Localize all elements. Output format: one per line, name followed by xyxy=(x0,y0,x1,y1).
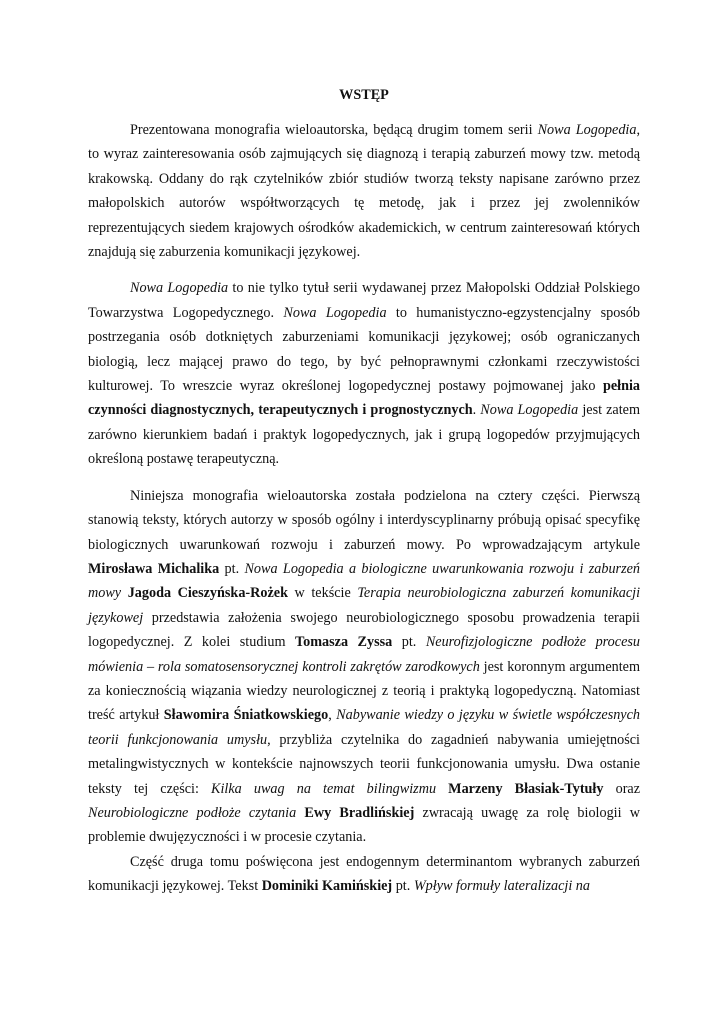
series-title-italic: Nowa Logopedia xyxy=(537,122,637,138)
article-title: Wpływ formuły lateralizacji na xyxy=(413,878,590,895)
series-title-italic: Nowa Logopedia xyxy=(130,280,229,297)
text-run: Prezentowana monografia wieloautorska, będącą drugim tomem serii xyxy=(130,122,538,138)
text-run: , xyxy=(328,707,337,724)
text-run: Niniejsza monografia wieloautorska została podzielona na cztery części. Pierwszą stanowią teksty, których autorzy w sposób ogólny i interdyscyplinarny próbują opisać specyfikę biologicznych uwarunkowań rozwoju i zaburzeń mowy. Po wprowadzającym artykule xyxy=(88,487,640,553)
text-run: w tekście xyxy=(287,585,358,602)
paragraph-1 xyxy=(88,118,640,264)
author-name: Sławomira Śniatkowskiego xyxy=(163,707,329,724)
text-run: pt. xyxy=(219,560,245,577)
page-title: WSTĘP xyxy=(339,87,389,103)
text-run: to nie tylko tytuł serii wydawanej przez Małopolski Oddział Polskiego Towarzystwa Logopedycznego. xyxy=(88,280,640,321)
text-run: , to wyraz zainteresowania osób zajmujących się diagnozą i terapią zaburzeń mowy tzw. metodą krakowską. Oddany do rąk czytelników zbiór studiów tworzą teksty napisane zarówno przez małopolskich autorów współtworzących tę metodę, jak i przez jej zwolenników reprezentujących siedem krajowych ośrodków akademickich, w centrum zainteresowań których znajdują się zaburzenia komunikacji językowej. xyxy=(88,122,640,261)
document-body xyxy=(88,86,640,911)
text-run xyxy=(436,781,448,797)
article-title: Neurofizjologiczne podłoże procesu mówienia – rola somatosensorycznej kontroli zakrętów zarodkowych xyxy=(88,634,640,675)
text-run xyxy=(121,585,128,601)
text-run: jest zatem zarówno kierunkiem badań i praktyk logopedycznych, jak i grupą logopedów przyjmujących określoną postawę terapeutyczną. xyxy=(88,402,641,468)
text-run: . xyxy=(472,402,481,419)
article-title: Nabywanie wiedzy o języku w świetle współczesnych teorii funkcjonowania umysłu xyxy=(88,707,640,748)
author-name: Tomasza Zyssa xyxy=(294,634,393,651)
paragraph-3 xyxy=(88,484,640,850)
text-run: pt. xyxy=(392,878,414,895)
author-name: Ewy Bradlińskiej xyxy=(304,804,415,821)
text-run: pt. xyxy=(392,634,426,651)
article-title: Nowa Logopedia a biologiczne uwarunkowania rozwoju i zaburzeń mowy xyxy=(88,560,640,602)
text-run: oraz xyxy=(603,780,641,797)
author-name: Marzeny Błasiak-Tytuły xyxy=(448,780,604,797)
paragraph-4 xyxy=(88,850,640,899)
bold-phrase: pełnia czynności diagnostycznych, terapeutycznych i prognostycznych xyxy=(88,378,640,419)
text-run: zwracają uwagę za rolę biologii w problemie dwujęzyczności i w procesie czytania. xyxy=(88,804,641,846)
text-run: jest koronnym argumentem za koniecznością wiązania wiedzy neurologicznej z teorią i praktyką logopedyczną. Natomiast treść artykuł xyxy=(88,658,640,724)
text-run: przedstawia założenia swojego neurobiologicznego sposobu prowadzenia terapii logopedycznej. Z kolei studium xyxy=(88,609,640,651)
article-title: Terapia neurobiologiczna zaburzeń komunikacji językowej xyxy=(88,585,641,626)
article-title: Neurobiologiczne podłoże czytania xyxy=(88,804,297,821)
text-run: to humanistyczno-egzystencjalny sposób postrzegania osób dotkniętych zaburzeniami komunikacji językowej; osób ograniczanych biologią, lecz mającej prawo do tego, by być pełnoprawnymi członkami rzeczywistości kulturowej. To wreszcie wyraz określonej logopedycznej postawy pojmowanej jako xyxy=(88,304,640,395)
author-name: Dominiki Kamińskiej xyxy=(261,878,393,895)
text-run: Część druga tomu poświęcona jest endogennym determinantom wybranych zaburzeń komunikacji językowej. Tekst xyxy=(88,853,640,895)
series-title-italic: Nowa Logopedia xyxy=(283,304,387,321)
author-name: Mirosława Michalika xyxy=(88,560,220,577)
article-title: Kilka uwag na temat bilingwizmu xyxy=(211,780,437,797)
paragraph-2 xyxy=(88,276,640,471)
author-name: Jagoda Cieszyńska-Rożek xyxy=(127,585,288,602)
series-title-italic: Nowa Logopedia xyxy=(480,402,579,419)
text-run: , przybliża czytelnika do zagadnień nabywania umiejętności metalingwistycznych w kontekście najnowszych teorii funkcjonowania umysłu. Dwa ostanie teksty tej części: xyxy=(88,731,640,797)
